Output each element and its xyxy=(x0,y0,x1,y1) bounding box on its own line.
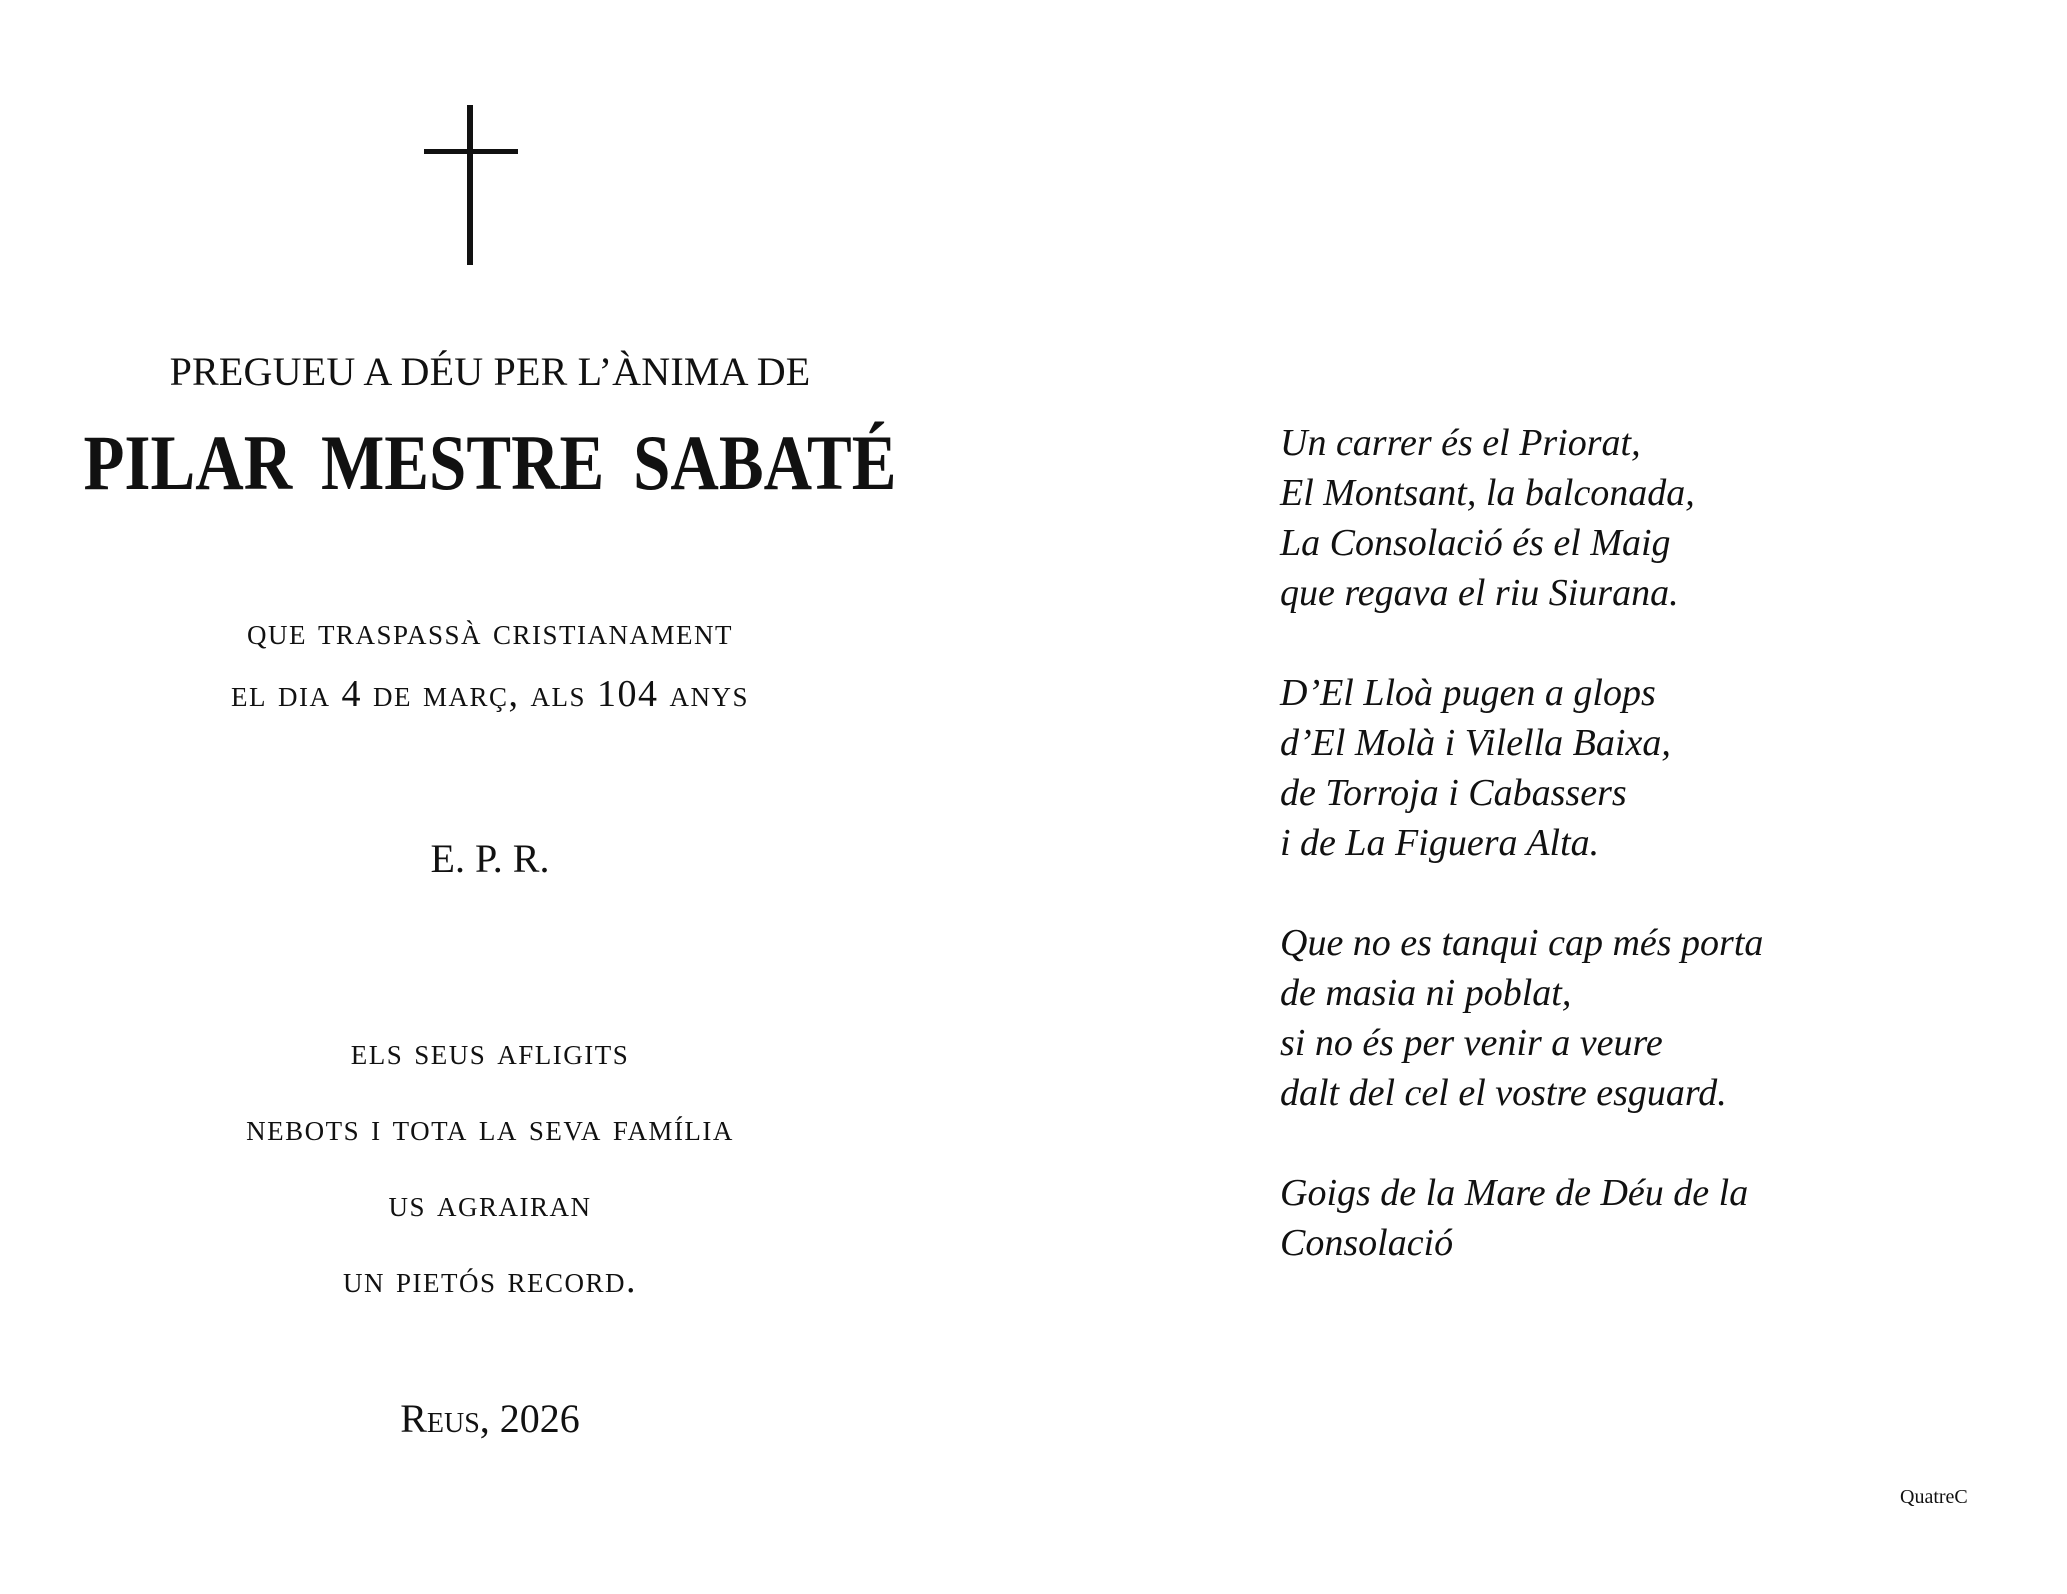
family-line-3: us agrairan xyxy=(388,1183,592,1225)
poem-line: Un carrer és el Priorat, xyxy=(1280,422,1641,464)
cross-icon xyxy=(422,105,522,265)
poem-panel xyxy=(1280,418,1980,1318)
prayer-heading: PREGUEU A DÉU PER L’ÀNIMA DE xyxy=(169,349,811,394)
passed-line-1: que traspassà cristianament xyxy=(246,611,734,653)
poem-line: que regava el riu Siurana. xyxy=(1280,572,1679,614)
poem-attribution xyxy=(1280,1168,1980,1268)
poem-line: Que no es tanqui cap més porta xyxy=(1280,922,1764,964)
place-name: Reus xyxy=(400,1396,480,1441)
poem-line: La Consolació és el Maig xyxy=(1280,522,1671,564)
family-line-4: un pietós record. xyxy=(342,1259,638,1301)
poem-line: Goigs de la Mare de Déu de la xyxy=(1280,1172,1749,1214)
deceased-name: PILAR MESTRE SABATÉ xyxy=(83,419,897,506)
poem-stanza-2 xyxy=(1280,668,1980,868)
poem-line: d’El Molà i Vilella Baixa, xyxy=(1280,722,1671,764)
family-line-2: nebots i tota la seva família xyxy=(246,1107,734,1149)
place-date: Reus, 2026 xyxy=(400,1396,580,1441)
poem-line: dalt del cel el vostre esguard. xyxy=(1280,1072,1727,1114)
poem-line: i de La Figuera Alta. xyxy=(1280,822,1600,864)
family-line-1: els seus afligits xyxy=(350,1031,630,1073)
printer-credit: QuatreC xyxy=(1900,1486,1968,1508)
poem-stanza-1 xyxy=(1280,418,1980,618)
left-panel xyxy=(0,0,980,1594)
poem-line: D’El Lloà pugen a glops xyxy=(1280,672,1656,714)
poem-stanza-3 xyxy=(1280,918,1980,1118)
poem-line: de Torroja i Cabassers xyxy=(1280,772,1627,814)
poem-line: de masia ni poblat, xyxy=(1280,972,1572,1014)
poem-line: El Montsant, la balconada, xyxy=(1280,472,1695,514)
passed-line-2: el dia 4 de març, als 104 anys xyxy=(230,673,749,715)
poem-line: si no és per venir a veure xyxy=(1280,1022,1663,1064)
poem-line: Consolació xyxy=(1280,1222,1454,1264)
year: 2026 xyxy=(499,1396,580,1441)
epr-text: E. P. R. xyxy=(430,836,550,881)
